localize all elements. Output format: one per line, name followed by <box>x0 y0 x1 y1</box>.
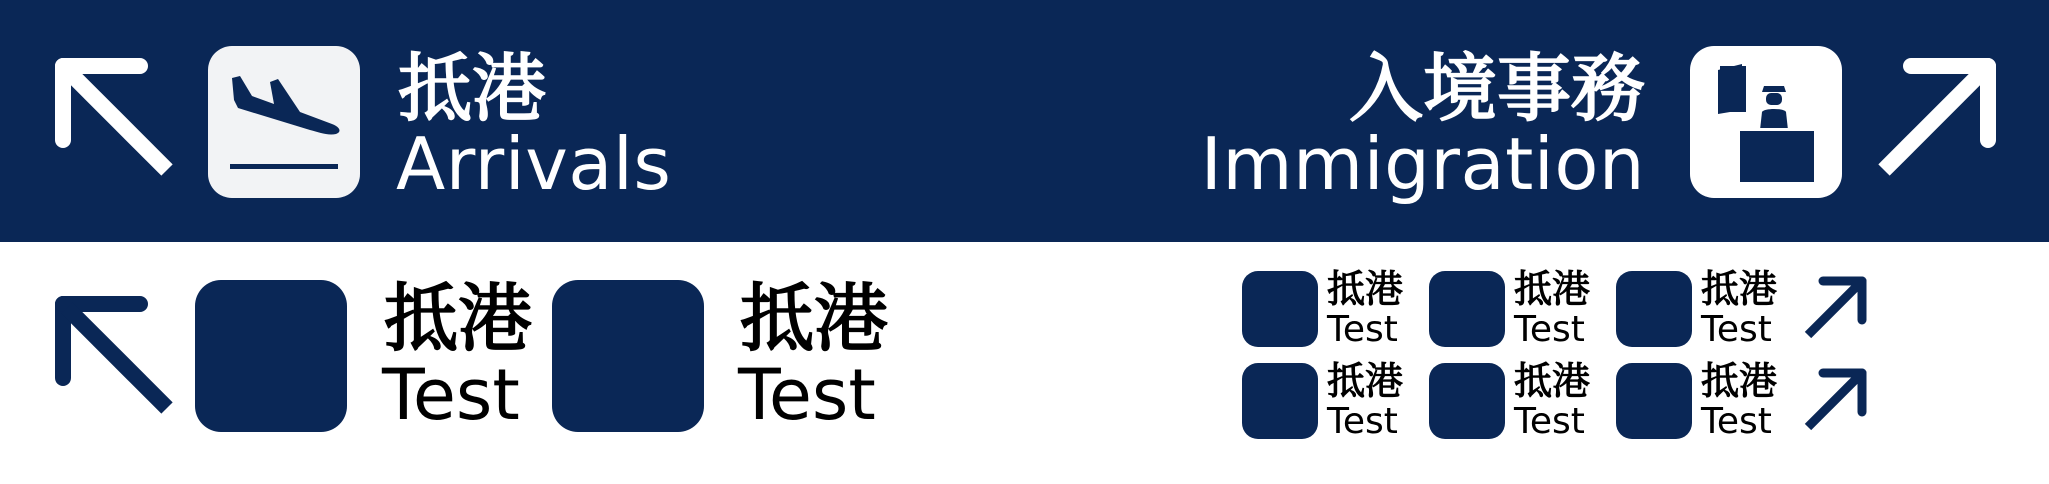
small-icon-placeholder <box>1429 271 1505 347</box>
banner-left-title-zh: 抵港 <box>398 46 546 132</box>
sample-icon-placeholder <box>552 280 704 432</box>
arrow-up-right-icon <box>1876 58 1996 178</box>
sample-icon-placeholder <box>195 280 347 432</box>
small-title-zh: 抵港 <box>1327 359 1404 403</box>
small-title-en: Test <box>1701 401 1772 442</box>
small-title-en: Test <box>1514 309 1585 350</box>
small-title-zh: 抵港 <box>1514 267 1591 311</box>
small-title-zh: 抵港 <box>1701 267 1778 311</box>
sample-title-zh: 抵港 <box>740 276 888 362</box>
small-icon-placeholder <box>1242 271 1318 347</box>
small-icon-placeholder <box>1616 271 1692 347</box>
immigration-officer-icon <box>1690 46 1842 198</box>
sample-title-en: Test <box>382 354 520 436</box>
banner-left-title-en: Arrivals <box>396 122 672 206</box>
small-title-en: Test <box>1327 401 1398 442</box>
small-icon-placeholder <box>1242 363 1318 439</box>
small-icon-placeholder <box>1429 363 1505 439</box>
banner-right-title-zh: 入境事務 <box>1349 46 1645 132</box>
sample-title-en: Test <box>738 354 876 436</box>
small-title-en: Test <box>1327 309 1398 350</box>
small-icon-placeholder <box>1616 363 1692 439</box>
small-title-zh: 抵港 <box>1327 267 1404 311</box>
banner-right-title-en: Immigration <box>1200 122 1645 206</box>
small-arrow-up-right-icon <box>1804 368 1868 432</box>
small-title-zh: 抵港 <box>1701 359 1778 403</box>
small-title-zh: 抵港 <box>1514 359 1591 403</box>
sample-title-zh: 抵港 <box>384 276 532 362</box>
sample-arrow-up-left-icon <box>55 296 175 416</box>
small-title-en: Test <box>1514 401 1585 442</box>
airplane-arrival-icon <box>208 46 360 198</box>
arrow-up-left-icon <box>55 58 175 178</box>
small-title-en: Test <box>1701 309 1772 350</box>
small-arrow-up-right-icon <box>1804 276 1868 340</box>
